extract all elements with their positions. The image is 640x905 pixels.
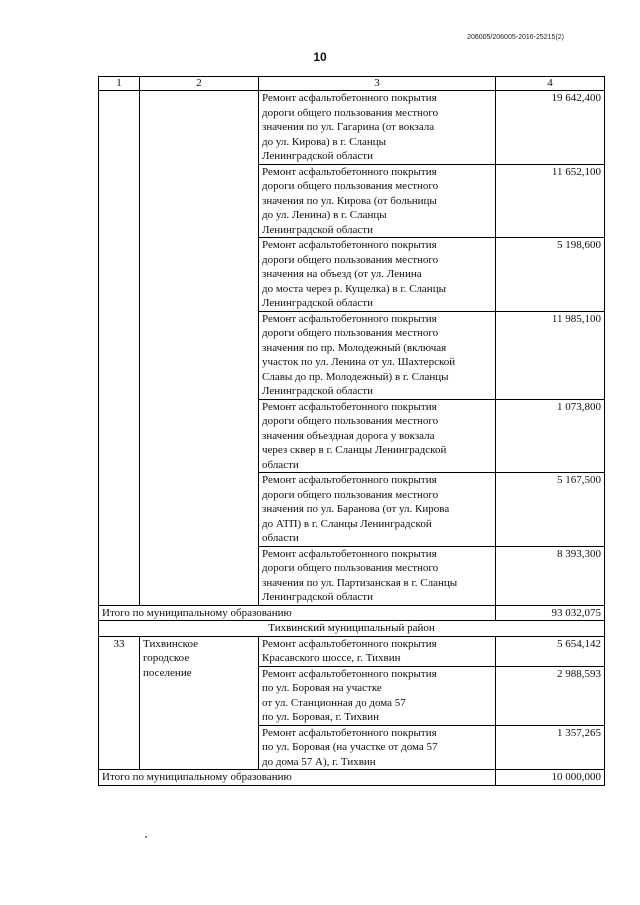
item-description: Ремонт асфальтобетонного покрытия дороги общего пользования местного значения по ул. Партизанская в г. Сланцы Ленинградской области	[259, 546, 496, 605]
budget-table	[98, 76, 605, 786]
item-description: Ремонт асфальтобетонного покрытия по ул. Боровая (на участке от дома 57 до дома 57 А), г. Тихвин	[259, 725, 496, 770]
item-amount: 5 654,142	[496, 636, 605, 666]
item-amount: 8 393,300	[496, 546, 605, 605]
section-title: Тихвинский муниципальный район	[99, 621, 605, 637]
item-amount: 11 652,100	[496, 164, 605, 238]
item-description: Ремонт асфальтобетонного покрытия дороги общего пользования местного значения объездная дорога у вокзала через сквер в г. Сланцы Ленинградской области	[259, 399, 496, 473]
row-number: 33	[99, 636, 140, 770]
total-row	[99, 770, 605, 786]
empty-cell	[99, 91, 140, 606]
item-amount: 1 073,800	[496, 399, 605, 473]
document-id: 206005/206005-2016-25215(2)	[467, 34, 564, 41]
item-amount: 5 198,600	[496, 238, 605, 312]
table-row	[99, 91, 605, 165]
item-description: Ремонт асфальтобетонного покрытия дороги общего пользования местного значения по ул. Кирова (от больницы до ул. Ленина) в г. Сланцы Ленинградской области	[259, 164, 496, 238]
item-description: Ремонт асфальтобетонного покрытия дороги общего пользования местного значения по пр. Молодежный (включая участок по ул. Ленина от ул. Шахтерской Славы до пр. Молодежный) в г. Сланцы Ленинградской области	[259, 311, 496, 399]
total-amount: 93 032,075	[496, 605, 605, 621]
item-description: Ремонт асфальтобетонного покрытия дороги общего пользования местного значения по ул. Баранова (от ул. Кирова до АТП) в г. Сланцы Ленинградской области	[259, 473, 496, 547]
header-col-4: 4	[496, 77, 605, 91]
total-amount: 10 000,000	[496, 770, 605, 786]
item-amount: 1 357,265	[496, 725, 605, 770]
item-amount: 5 167,500	[496, 473, 605, 547]
municipality-name: Тихвинское городское поселение	[140, 636, 259, 770]
empty-cell	[140, 91, 259, 606]
item-amount: 2 988,593	[496, 666, 605, 725]
item-description: Ремонт асфальтобетонного покрытия дороги общего пользования местного значения на объезд (от ул. Ленина до моста через р. Кущелка) в г. Сланцы Ленинградской области	[259, 238, 496, 312]
scan-speck	[145, 836, 147, 838]
section-row	[99, 621, 605, 637]
header-row	[99, 77, 605, 91]
total-label: Итого по муниципальному образованию	[99, 770, 496, 786]
item-description: Ремонт асфальтобетонного покрытия Красавского шоссе, г. Тихвин	[259, 636, 496, 666]
total-row	[99, 605, 605, 621]
item-description: Ремонт асфальтобетонного покрытия дороги общего пользования местного значения по ул. Гагарина (от вокзала до ул. Кирова) в г. Сланцы Ленинградской области	[259, 91, 496, 165]
header-col-2: 2	[140, 77, 259, 91]
table-row	[99, 636, 605, 666]
item-description: Ремонт асфальтобетонного покрытия по ул. Боровая на участке от ул. Станционная до дома 57 по ул. Боровая, г. Тихвин	[259, 666, 496, 725]
item-amount: 11 985,100	[496, 311, 605, 399]
item-amount: 19 642,400	[496, 91, 605, 165]
total-label: Итого по муниципальному образованию	[99, 605, 496, 621]
page-number: 10	[313, 50, 327, 64]
header-col-3: 3	[259, 77, 496, 91]
header-col-1: 1	[99, 77, 140, 91]
